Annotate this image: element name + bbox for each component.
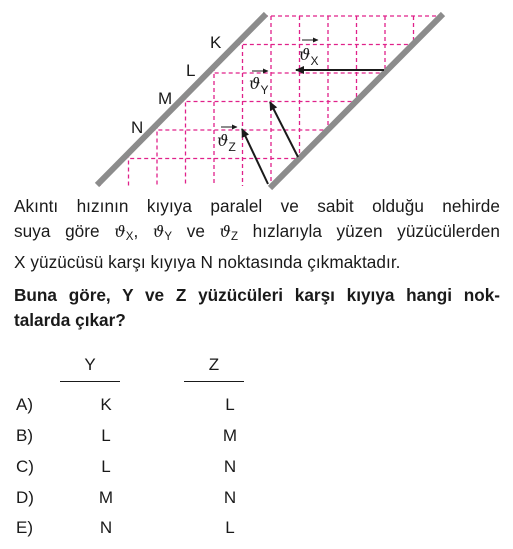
column-header-y: Y bbox=[84, 355, 96, 374]
river-diagram bbox=[0, 0, 513, 195]
problem-line-1: Akıntı hızının kıyıya paralel ve sabit olduğu nehirde bbox=[14, 196, 500, 216]
option-label: D) bbox=[16, 488, 34, 507]
velocity-z-arrow bbox=[242, 129, 268, 184]
option-z-value: L bbox=[225, 395, 235, 414]
bank-left bbox=[97, 14, 269, 185]
option-y-value: L bbox=[101, 426, 111, 445]
point-l-label: L bbox=[186, 61, 196, 80]
velocity-y-label: $ϑ_Y$ bbox=[249, 74, 269, 97]
point-n-label: N bbox=[131, 118, 144, 137]
option-label: A) bbox=[16, 395, 33, 414]
option-c[interactable] bbox=[16, 457, 276, 488]
question-text bbox=[14, 283, 500, 333]
option-y-value: K bbox=[100, 395, 112, 414]
velocity-z-label: $ϑ_Z$ bbox=[217, 131, 236, 154]
point-k-label: K bbox=[210, 33, 222, 52]
option-z-value: L bbox=[225, 518, 235, 537]
point-m-label: M bbox=[158, 89, 173, 108]
column-underline-y bbox=[60, 381, 120, 382]
option-y-value: L bbox=[101, 457, 111, 476]
option-label: B) bbox=[16, 426, 33, 445]
option-label: E) bbox=[16, 518, 33, 537]
problem-line-2: suya göre $ϑ_X$, $ϑ_Y$ ve $ϑ_Z$ hızlarıyla yüzen yüzücülerden bbox=[14, 221, 501, 243]
question-line-1: Buna göre, Y ve Z yüzücüleri karşı kıyıya hangi nok- bbox=[14, 285, 500, 305]
problem-text bbox=[14, 194, 500, 275]
option-e[interactable] bbox=[16, 518, 276, 549]
option-z-value: N bbox=[223, 488, 237, 507]
option-z-value: N bbox=[223, 457, 237, 476]
question-line-2: talarda çıkar? bbox=[14, 310, 126, 330]
option-label: C) bbox=[16, 457, 34, 476]
column-underline-z bbox=[184, 381, 244, 382]
column-header-z: Z bbox=[208, 355, 220, 374]
option-b[interactable] bbox=[16, 426, 276, 457]
option-d[interactable] bbox=[16, 488, 276, 519]
velocity-x-label: $ϑ_X$ bbox=[299, 45, 319, 68]
option-y-value: N bbox=[99, 518, 113, 537]
grid bbox=[100, 16, 441, 186]
option-a[interactable] bbox=[16, 395, 276, 426]
option-z-value: M bbox=[222, 426, 238, 445]
problem-line-3: X yüzücüsü karşı kıyıya N noktasında çıkmaktadır. bbox=[14, 252, 401, 272]
option-y-value: M bbox=[98, 488, 114, 507]
